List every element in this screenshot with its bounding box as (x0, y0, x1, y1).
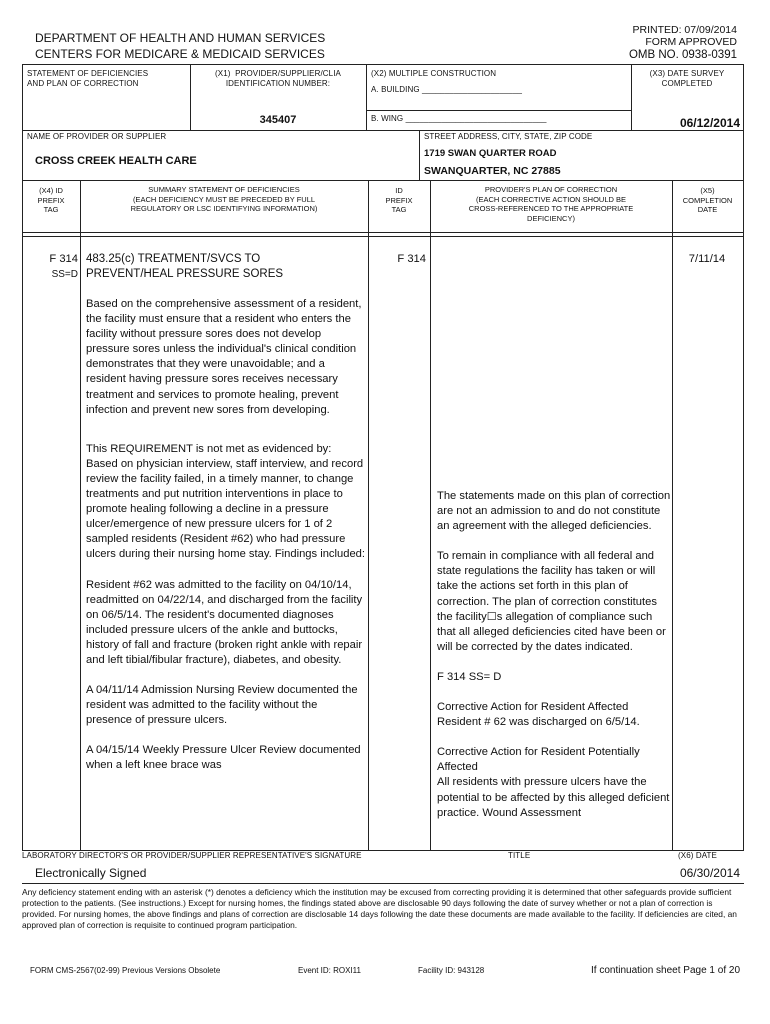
signature-value: Electronically Signed (35, 866, 147, 880)
summary-paragraph: This REQUIREMENT is not met as evidenced by: Based on physician interview, staff interview, and record review the facility failed, in a timely manner, to change treatments and put nutrition interventions in place to promote healing following a decline in a pressure ulcer/emergence of new pressure ulcers for 1 of 2 sampled residents (Resident #62) who had pressure ulcers during their nursing home stay. Findings included: (86, 442, 366, 561)
form-approved: FORM APPROVED (645, 36, 737, 48)
regulation-title: 483.25(c) TREATMENT/SVCS TO PREVENT/HEAL PRESSURE SORES (86, 253, 284, 281)
summary-header: SUMMARY STATEMENT OF DEFICIENCIES (EACH DEFICIENCY MUST BE PRECEDED BY FULL REGULATORY OR LSC IDENTIFYING INFORMATION) (130, 185, 318, 213)
wing-label: B. WING _______________________________ (371, 114, 547, 123)
department-line-1: DEPARTMENT OF HEALTH AND HUMAN SERVICES (35, 31, 326, 45)
severity-scope: SS=D (51, 269, 78, 281)
signature-label: LABORATORY DIRECTOR'S OR PROVIDER/SUPPLIER REPRESENTATIVE'S SIGNATURE (22, 851, 362, 860)
page-indicator: If continuation sheet Page 1 of 20 (591, 965, 740, 976)
address-line-2: SWANQUARTER, NC 27885 (424, 165, 561, 177)
plan-paragraph: The statements made on this plan of correction are not an admission to and do not constitute an agreement with the alleged deficiencies. (437, 490, 671, 533)
provider-id: 345407 (259, 114, 297, 126)
address-line-1: 1719 SWAN QUARTER ROAD (424, 148, 557, 159)
summary-paragraph: Based on the comprehensive assessment of a resident, the facility must ensure that a resident who enters the facility without pressure sores does not develop pressure sores unless the individual's clinical condition demonstrates that they were unavoidable; and a resident having pressure sores receives necessary treatment and services to promote healing, prevent infection and prevent new sores from developing. (86, 298, 362, 416)
x2-label: (X2) MULTIPLE CONSTRUCTION (371, 69, 497, 78)
deficiency-tag (22, 252, 78, 282)
department-heading (35, 30, 325, 62)
disclaimer: Any deficiency statement ending with an asterisk (*) denotes a deficiency which the institution may be excused from correcting providing it is determined that other safeguards provide sufficient protection to the patients. (See instructions.) Except for nursing homes, the findings stated above are disclosable 90 days following the date of survey whether or not a plan of correction is provided. For nursing homes, the above findings and plans of correction are disclosable 14 days following the date these documents are made available to the facility. If deficiencies are cited, an approved plan of correction is requisite to continued program participation. (22, 887, 737, 930)
plan-header: PROVIDER'S PLAN OF CORRECTION (EACH CORRECTIVE ACTION SHOULD BE CROSS-REFERENCED TO THE APPROPRIATE DEFICIENCY) (468, 185, 634, 223)
plan-paragraph: Corrective Action for Resident Potentially Affected All residents with pressure ulcers have the potential to be affected by this alleged deficient practice. Wound Assessment (437, 746, 670, 819)
provider-name-label: NAME OF PROVIDER OR SUPPLIER (27, 132, 167, 141)
signature-date: 06/30/2014 (679, 866, 740, 880)
x5-header: (X5) COMPLETION DATE (682, 186, 733, 214)
department-line-2: CENTERS FOR MEDICARE & MEDICAID SERVICES (35, 47, 325, 61)
address-label: STREET ADDRESS, CITY, STATE, ZIP CODE (424, 132, 593, 141)
id-header: ID PREFIX TAG (385, 186, 413, 214)
building-label: A. BUILDING ______________________ (371, 85, 523, 94)
plan-paragraph: Corrective Action for Resident Affected Resident # 62 was discharged on 6/5/14. (437, 701, 640, 729)
x1-label: (X1) PROVIDER/SUPPLIER/CLIA IDENTIFICATION NUMBER: (215, 69, 341, 88)
plan-paragraph: To remain in compliance with all federal and state regulations the facility has taken or will take the actions set forth in this plan of correction. The plan of correction constitutes the facility☐s allegation of compliance such that all alleged deficiencies cited have been or will be corrected by the dates indicated. (437, 550, 666, 653)
plan-paragraph: F 314 SS= D (437, 670, 502, 683)
statement-label: STATEMENT OF DEFICIENCIES AND PLAN OF CORRECTION (27, 69, 149, 88)
printed-date: PRINTED: 07/09/2014 (632, 24, 737, 36)
summary-paragraph: A 04/15/14 Weekly Pressure Ulcer Review documented when a left knee brace was (86, 744, 361, 772)
summary-paragraph: Resident #62 was admitted to the facility on 04/10/14, readmitted on 04/22/14, and discharged from the facility on 06/5/14. The resident's documented diagnoses included pressure ulcers of the ankle and buttocks, history of fall and fracture (broken right ankle with repair and left tibial/fibular fracture), diabetes, and obesity. (86, 578, 363, 666)
form-number: FORM CMS-2567(02-99) Previous Versions Obsolete (30, 966, 221, 975)
provider-name: CROSS CREEK HEALTH CARE (35, 155, 197, 167)
id-prefix-tag: F 314 (397, 253, 426, 265)
date-label: (X6) DATE (678, 851, 717, 860)
plan-of-correction (437, 489, 671, 821)
event-id: Event ID: ROXI11 (298, 966, 361, 975)
summary-paragraph: A 04/11/14 Admission Nursing Review documented the resident was admitted to the facility without the presence of pressure ulcers. (86, 684, 358, 727)
summary-statement (86, 297, 366, 774)
completion-date: 7/11/14 (688, 253, 726, 265)
form-info (629, 24, 737, 62)
x4-header: (X4) ID PREFIX TAG (37, 186, 65, 214)
tag-value: F 314 (49, 253, 78, 265)
x3-label: (X3) DATE SURVEY COMPLETED (649, 69, 725, 88)
facility-id: Facility ID: 943128 (418, 966, 485, 975)
survey-date: 06/12/2014 (679, 116, 740, 130)
title-label: TITLE (508, 851, 531, 860)
omb-number: OMB NO. 0938-0391 (628, 49, 737, 61)
